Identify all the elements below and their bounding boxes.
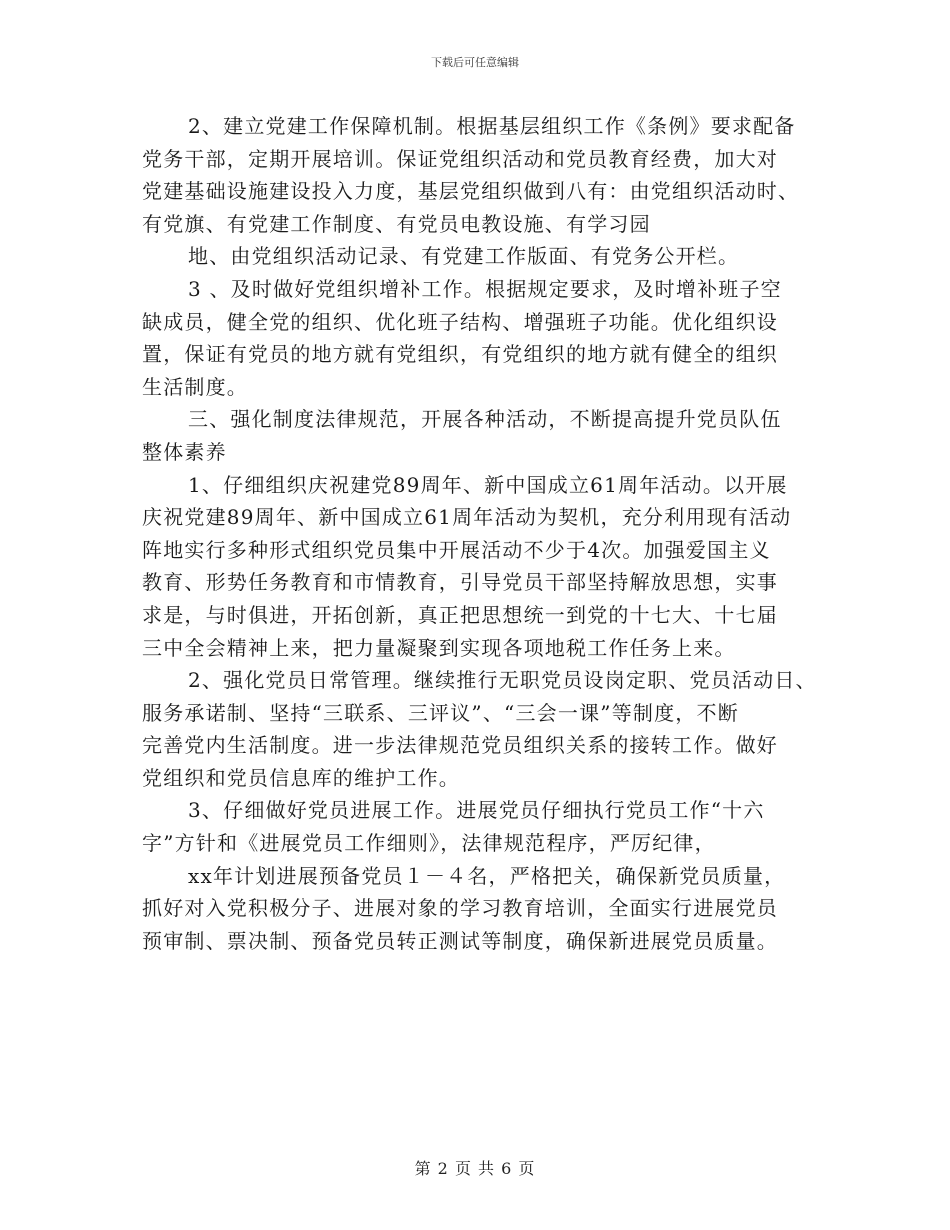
paragraph-line: 3、仔细做好党员进展工作。进展党员仔细执行党员工作“十六 <box>188 798 765 823</box>
header-note: 下载后可任意编辑 <box>431 56 519 69</box>
paragraph-line: 完善党内生活制度。进一步法律规范党员组织关系的接转工作。做好 <box>142 733 778 758</box>
paragraph-line: 缺成员，健全党的组织、优化班子结构、增强班子功能。优化组织设 <box>142 309 778 334</box>
paragraph-line: 抓好对入党积极分子、进展对象的学习教育培训，全面实行进展党员 <box>142 896 778 921</box>
paragraph-line: 阵地实行多种形式组织党员集中开展活动不少于4次。加强爱国主义 <box>142 537 771 562</box>
paragraph-line: 教育、形势任务教育和市情教育，引导党员干部坚持解放思想，实事 <box>142 570 778 595</box>
paragraph-line: 2、强化党员日常管理。继续推行无职党员设岗定职、党员活动日、 <box>188 668 817 693</box>
document-body <box>142 110 832 957</box>
paragraph-line: 党务干部，定期开展培训。保证党组织活动和党员教育经费，加大对 <box>142 146 778 171</box>
paragraph-line: xx年计划进展预备党员１－４名，严格把关，确保新党员质量， <box>188 863 786 888</box>
section-heading-line: 整体素养 <box>142 439 227 464</box>
page-number-footer: 第 2 页 共 6 页 <box>414 1159 536 1178</box>
paragraph-line: 地、由党组织活动记录、有党建工作版面、有党务公开栏。 <box>188 244 740 269</box>
paragraph-line: 服务承诺制、坚持“三联系、三评议”、“三会一课”等制度，不断 <box>142 700 739 725</box>
paragraph-line: 党组织和党员信息库的维护工作。 <box>142 765 460 790</box>
section-heading-line: 三、强化制度法律规范，开展各种活动，不断提高提升党员队伍 <box>188 407 782 432</box>
paragraph-line: 字”方针和《进展党员工作细则》，法律规范程序，严厉纪律， <box>142 831 716 856</box>
paragraph-line: 党建基础设施建设投入力度，基层党组织做到八有：由党组织活动时、 <box>142 179 800 204</box>
paragraph-line: 2、建立党建工作保障机制。根据基层组织工作《条例》要求配备 <box>188 114 796 138</box>
paragraph-line: 求是，与时俱进，开拓创新，真正把思想统一到党的十七大、十七届 <box>142 602 778 627</box>
paragraph-line: 预审制、票决制、预备党员转正测试等制度，确保新进展党员质量。 <box>142 928 778 953</box>
paragraph-line: 3 、及时做好党组织增补工作。根据规定要求，及时增补班子空 <box>188 276 782 301</box>
paragraph-line: 生活制度。 <box>142 374 248 399</box>
paragraph-line: 庆祝党建89周年、新中国成立61周年活动为契机，充分利用现有活动 <box>142 505 792 530</box>
paragraph-line: 三中全会精神上来，把力量凝聚到实现各项地税工作任务上来。 <box>142 635 736 660</box>
paragraph-line: 置，保证有党员的地方就有党组织，有党组织的地方就有健全的组织 <box>142 342 778 367</box>
paragraph-line: 1、仔细组织庆祝建党89周年、新中国成立61周年活动。以开展 <box>188 472 788 497</box>
paragraph-line: 有党旗、有党建工作制度、有党员电教设施、有学习园 <box>142 211 651 236</box>
